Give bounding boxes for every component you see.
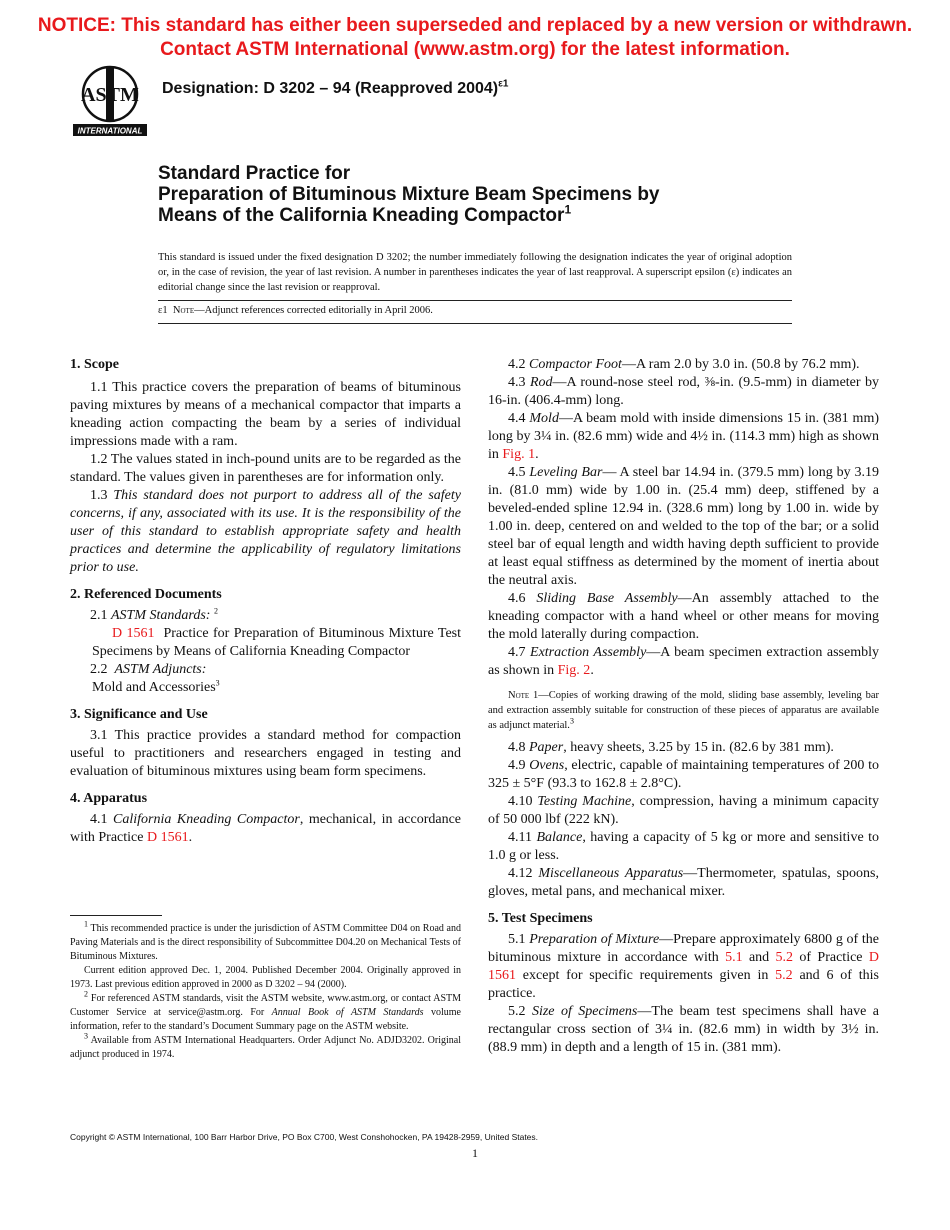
divider	[158, 323, 792, 324]
paragraph-number: 4.8	[508, 740, 526, 755]
footnote-mark: 1	[84, 919, 88, 929]
paragraph-5-1	[488, 931, 879, 1003]
notice-banner	[0, 14, 950, 62]
epsilon-note	[158, 305, 433, 316]
term: Extraction Assembly	[530, 645, 647, 660]
paragraph-4-8	[488, 739, 879, 757]
issue-note: This standard is issued under the fixed designation D 3202; the number immediately following the designation indicates the year of original adoption or, in the case of revision, the year of last revision. A number in parentheses indicates the year of last reapproval. A superscript epsilon (ε) indicates an editorial change since the last revision or reapproval.	[158, 252, 792, 293]
paragraph-number: 4.11	[508, 830, 532, 845]
paragraph-4-10	[488, 793, 879, 829]
footnote-1b: Current edition approved Dec. 1, 2004. Published December 2004. Originally approved in 1973. Last previous edition approved in 2000 as D 3202 – 94 (2000).	[70, 965, 461, 990]
term: Miscellaneous Apparatus	[538, 866, 684, 881]
document-title	[158, 163, 798, 226]
designation-text: Designation: D 3202 – 94 (Reapproved 2004)	[162, 80, 499, 97]
paragraph-end: .	[535, 447, 539, 462]
title-line-1: Standard Practice for	[158, 163, 351, 184]
paragraph-4-4	[488, 410, 879, 464]
divider	[158, 300, 792, 301]
epsilon-mark: ε1	[158, 305, 168, 316]
paragraph-end: .	[590, 663, 594, 678]
paragraph-number: 4.10	[508, 794, 533, 809]
adjunct-text: Mold and Accessories	[92, 680, 216, 695]
term: Testing Machine	[537, 794, 632, 809]
safety-statement: This standard does not purport to address all of the safety concerns, if any, associated with its use. It is the responsibility of the user of this standard to establish appropriate safety and health practices and determine the applicability of regulatory limitations prior to use.	[70, 488, 461, 575]
paragraph-text: — A steel bar 14.94 in. (379.5 mm) long by 3.19 in. (81.0 mm) wide by 1.00 in. (25.4 mm) deep, stiffened by a beveled-ended spline 12.94 in. (328.6 mm) long by 1.00 in. wide by 1.00 in. deep, centered on and welded to the top of the bar; or a solid steel bar of equal length and width having depth sufficient to provide at least equal stiffness as determined by the moment of inertia about the neutral axis.	[488, 465, 879, 588]
paragraph-end: and 6 of this practice.	[488, 968, 879, 1001]
astm-logo-graphic	[70, 64, 150, 140]
section-heading-apparatus: 4. Apparatus	[70, 791, 148, 806]
epsilon-note-text: —Adjunct references corrected editorially in April 2006.	[194, 305, 433, 316]
term: Paper	[529, 740, 564, 755]
epsilon-note-label: Note	[172, 305, 195, 316]
paragraph-text: , electric, capable of maintaining temperatures of 200 to 325 ± 5°F (93.3 to 162.8 ± 2.8°C).	[488, 758, 879, 791]
paragraph-number: 4.5	[508, 465, 526, 480]
note-text: 1—Copies of working drawing of the mold, sliding base assembly, leveling bar and extraction assembly suitable for construction of these pieces of apparatus are available as adjunct material.	[488, 690, 879, 731]
term: Sliding Base Assembly	[536, 591, 678, 606]
notice-line-2: Contact ASTM International (www.astm.org) for the latest information.	[160, 39, 790, 60]
paragraph-2-2	[70, 661, 461, 679]
designation-sup: ε1	[498, 78, 509, 90]
footnote-italic: Annual Book of ASTM Standards	[271, 1007, 424, 1018]
footnote-mark: 3	[84, 1031, 88, 1041]
section-heading-referenced-documents: 2. Referenced Documents	[70, 587, 222, 602]
paragraph-text: , mechanical, in accordance with Practice	[70, 812, 461, 845]
link-5-2[interactable]: 5.2	[775, 968, 793, 983]
title-sup: 1	[564, 202, 572, 217]
term: Compactor Foot	[529, 357, 622, 372]
paragraph-5-2	[488, 1003, 879, 1057]
paragraph-text: —A beam mold with inside dimensions 15 in. (381 mm) long by 3¼ in. (82.6 mm) wide and 4½ in. (114.3 mm) high as shown in	[488, 411, 879, 462]
paragraph-number: 4.2	[508, 357, 526, 372]
term: Balance	[536, 830, 583, 845]
term: Leveling Bar	[529, 465, 603, 480]
paragraph-text: —Thermometer, spatulas, spoons, gloves, metal pans, and mechanical mixer.	[488, 866, 879, 899]
title-line-3: Means of the California Kneading Compactor	[158, 205, 565, 226]
paragraph-number: 2.1	[90, 608, 108, 623]
astm-adjuncts-label: ASTM Adjuncts:	[114, 662, 207, 677]
paragraph-text: and	[742, 950, 776, 965]
copyright: Copyright © ASTM International, 100 Barr Harbor Drive, PO Box C700, West Conshohocken, PA 19428-2959, United States.	[70, 1132, 539, 1142]
paragraph-text: —A round-nose steel rod, ⅜-in. (9.5-mm) in diameter by 16-in. (406.4-mm) long.	[488, 375, 880, 408]
astm-standards-label: ASTM Standards:	[111, 608, 211, 623]
note-label: Note	[508, 690, 530, 701]
logo-caption: INTERNATIONAL	[77, 126, 143, 136]
footnote-1	[70, 919, 461, 964]
page-number: 1	[472, 1146, 478, 1160]
paragraph-1-1: 1.1 This practice covers the preparation of beams of bituminous paving mixtures by means of a mechanical compactor that imparts a kneading action compacting the beam by a series of individual impressions made with a ram.	[70, 380, 461, 449]
paragraph-text: —A ram 2.0 by 3.0 in. (50.8 by 76.2 mm).	[621, 357, 860, 372]
paragraph-4-6	[488, 590, 879, 644]
designation	[162, 80, 508, 98]
paragraph-number: 2.2	[90, 662, 108, 677]
paragraph-text: —The beam test specimens shall have a rectangular cross section of 3¼ in. (82.6 mm) in width by 3½ in. (88.9 mm) in depth and a length of 15 in. (381 mm).	[488, 1004, 880, 1055]
paragraph-1-2: 1.2 The values stated in inch-pound units are to be regarded as the standard. The values given in parentheses are for information only.	[70, 452, 461, 485]
term: Mold	[529, 411, 559, 426]
paragraph-4-12	[488, 865, 879, 901]
paragraph-number: 4.12	[508, 866, 533, 881]
link-fig-2[interactable]: Fig. 2	[557, 663, 591, 678]
paragraph-1-3	[70, 487, 461, 577]
logo-letters: ASTM	[81, 84, 139, 106]
footnotes	[70, 919, 462, 1062]
footnote-text: Available from ASTM International Headquarters. Order Adjunct No. ADJD3202. Original adjunct produced in 1974.	[70, 1035, 462, 1060]
paragraph-number: 4.4	[508, 411, 526, 426]
footnote-ref: 3	[569, 716, 574, 726]
link-fig-1[interactable]: Fig. 1	[502, 447, 536, 462]
footnote-ref: 3	[215, 678, 220, 688]
title-line-2: Preparation of Bituminous Mixture Beam Specimens by	[158, 184, 660, 205]
paragraph-number: 1.3	[90, 488, 108, 503]
adjunct-item	[70, 679, 461, 697]
paragraph-text: —A beam specimen extraction assembly as shown in	[488, 645, 879, 678]
section-heading-significance: 3. Significance and Use	[70, 707, 208, 722]
paragraph-4-5	[488, 464, 879, 590]
paragraph-number: 4.1	[90, 812, 108, 827]
paragraph-text: —Prepare approximately 6800 g of the bituminous mixture in accordance with	[488, 932, 879, 965]
left-column	[70, 356, 461, 847]
paragraph-text: , compression, having a minimum capacity of 50 000 lbf (222 kN).	[488, 794, 880, 827]
link-d1561[interactable]: D 1561	[488, 950, 880, 983]
footnote-text: For referenced ASTM standards, visit the ASTM website, www.astm.org, or contact ASTM Customer Service at service@astm.org. For	[70, 993, 462, 1018]
paragraph-4-11	[488, 829, 879, 865]
term: Preparation of Mixture	[529, 932, 660, 947]
paragraph-number: 5.1	[508, 932, 526, 947]
paragraph-4-2	[488, 356, 879, 374]
reference-d1561	[70, 625, 461, 661]
reference-link-d1561[interactable]: D 1561	[112, 626, 155, 641]
paragraph-text: except for specific requirements given in	[516, 968, 776, 983]
paragraph-text: , having a capacity of 5 kg or more and sensitive to 1.0 g or less.	[488, 830, 880, 863]
paragraph-text: —An assembly attached to the kneading compactor with a hand wheel or other means for moving the mold laterally during compaction.	[488, 591, 880, 642]
paragraph-4-7	[488, 644, 879, 680]
paragraph-text: of Practice	[793, 950, 869, 965]
term: Rod	[529, 375, 553, 390]
term: Ovens	[529, 758, 565, 773]
term: California Kneading Compactor	[113, 812, 300, 827]
section-heading-scope: 1. Scope	[70, 357, 119, 372]
notice-line-1: NOTICE: This standard has either been superseded and replaced by a new version or withdrawn.	[37, 15, 913, 36]
right-column	[488, 356, 879, 1057]
paragraph-4-9	[488, 757, 879, 793]
paragraph-2-1	[70, 607, 461, 625]
note-1	[488, 688, 879, 733]
paragraph-4-3	[488, 374, 879, 410]
paragraph-number: 5.2	[508, 1004, 526, 1019]
section-heading-test-specimens: 5. Test Specimens	[488, 911, 593, 926]
footnote-ref: 2	[213, 606, 218, 616]
paragraph-number: 4.7	[508, 645, 526, 660]
paragraph-text: , heavy sheets, 3.25 by 15 in. (82.6 by 381 mm).	[563, 740, 834, 755]
paragraph-end: .	[188, 830, 193, 845]
paragraph-3-1: 3.1 This practice provides a standard method for compaction useful to practitioners and researchers engaged in testing and evaluation of bituminous mixtures using beam form specimens.	[70, 728, 461, 779]
footnote-2	[70, 989, 462, 1034]
paragraph-4-1	[70, 811, 461, 847]
link-5-2[interactable]: 5.2	[775, 950, 794, 965]
link-5-1[interactable]: 5.1	[725, 950, 743, 965]
footnote-divider	[70, 915, 162, 916]
reference-text: Practice for Preparation of Bituminous Mixture Test Specimens by Means of California Kneading Compactor	[92, 626, 462, 659]
footnote-text-end: volume information, refer to the standard’s Document Summary page on the ASTM website.	[70, 1007, 461, 1032]
paragraph-number: 4.3	[508, 375, 526, 390]
astm-logo	[70, 64, 150, 140]
footnote-text: This recommended practice is under the jurisdiction of ASTM Committee D04 on Road and Paving Materials and is the direct responsibility of Subcommittee D04.20 on Mechanical Tests of Bituminous Mixtures.	[70, 923, 461, 962]
footnote-mark: 2	[84, 989, 88, 999]
link-d1561[interactable]: D 1561	[146, 830, 189, 845]
paragraph-number: 4.6	[508, 591, 526, 606]
footnote-3	[70, 1031, 462, 1062]
paragraph-number: 4.9	[508, 758, 526, 773]
term: Size of Specimens	[531, 1004, 638, 1019]
